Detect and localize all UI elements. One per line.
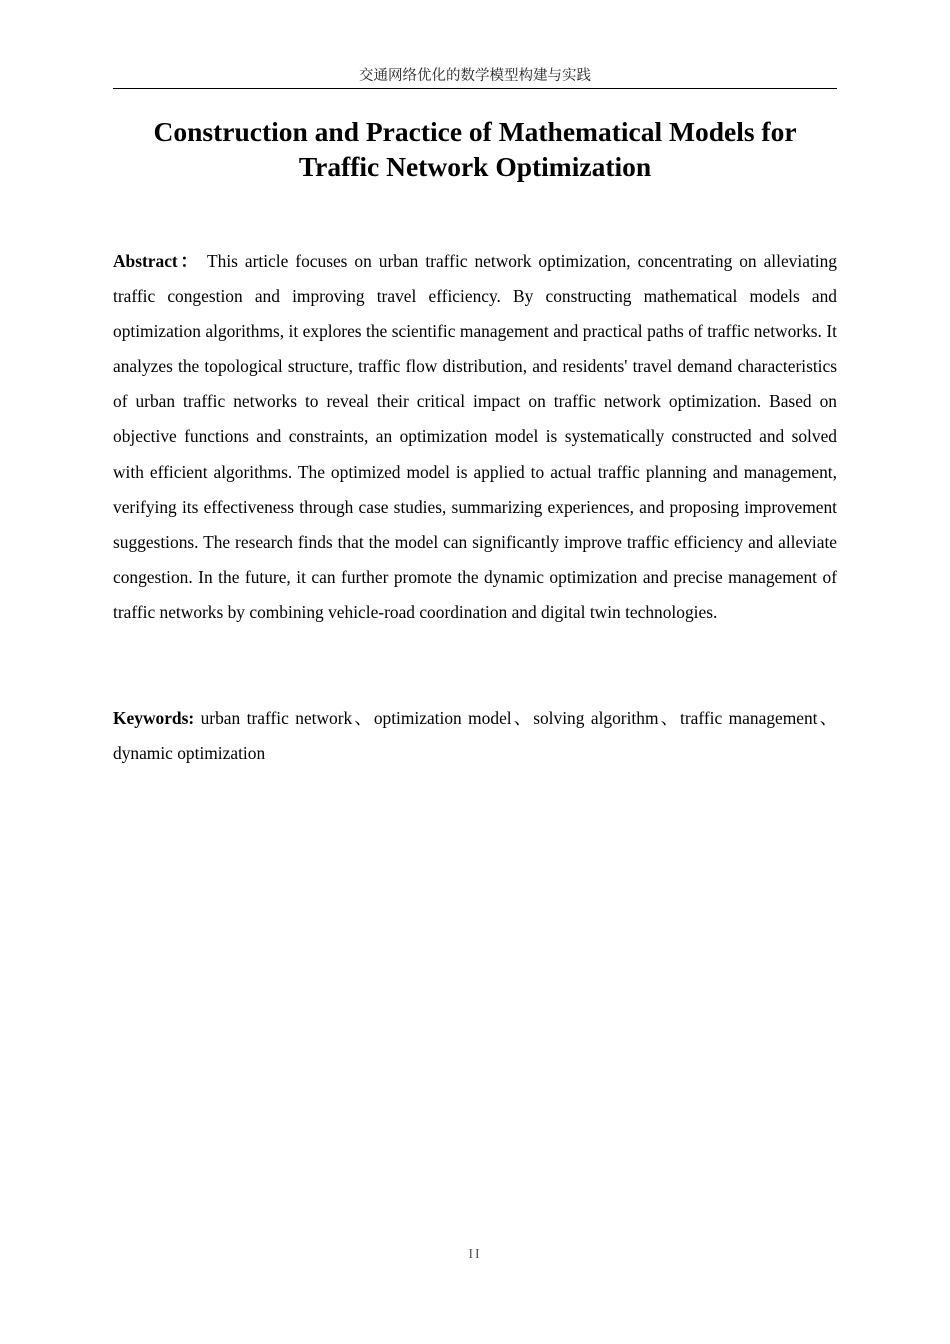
abstract-label: Abstract： [113, 251, 201, 271]
page-number: II [468, 1247, 482, 1262]
paper-title [113, 114, 837, 184]
paper-title-line-1: Construction and Practice of Mathematical Models for [153, 116, 797, 147]
paper-title-line-2: Traffic Network Optimization [298, 151, 652, 182]
running-header: 交通网络优化的数学模型构建与实践 [113, 66, 837, 89]
abstract-paragraph [113, 244, 837, 630]
keywords-text: urban traffic network、optimization model、solving algorithm、traffic management、dynamic optimization [113, 708, 837, 764]
abstract-text: This article focuses on urban traffic network optimization, concentrating on alleviating traffic congestion and improving travel efficiency. By constructing mathematical models and optimization algorithms, it explores the scientific management and practical paths of traffic networks. It analyzes the topological structure, traffic flow distribution, and residents' travel demand characteristics of urban traffic networks to reveal their critical impact on traffic network optimization. Based on objective functions and constraints, an optimization model is systematically constructed and solved with efficient algorithms. The optimized model is applied to actual traffic planning and management, verifying its effectiveness through case studies, summarizing experiences, and proposing improvement suggestions. The research finds that the model can significantly improve traffic efficiency and alleviate congestion. In the future, it can further promote the dynamic optimization and precise management of traffic networks by combining vehicle-road coordination and digital twin technologies. [113, 251, 837, 622]
keywords-paragraph [113, 701, 837, 771]
keywords-label: Keywords: [113, 708, 195, 728]
